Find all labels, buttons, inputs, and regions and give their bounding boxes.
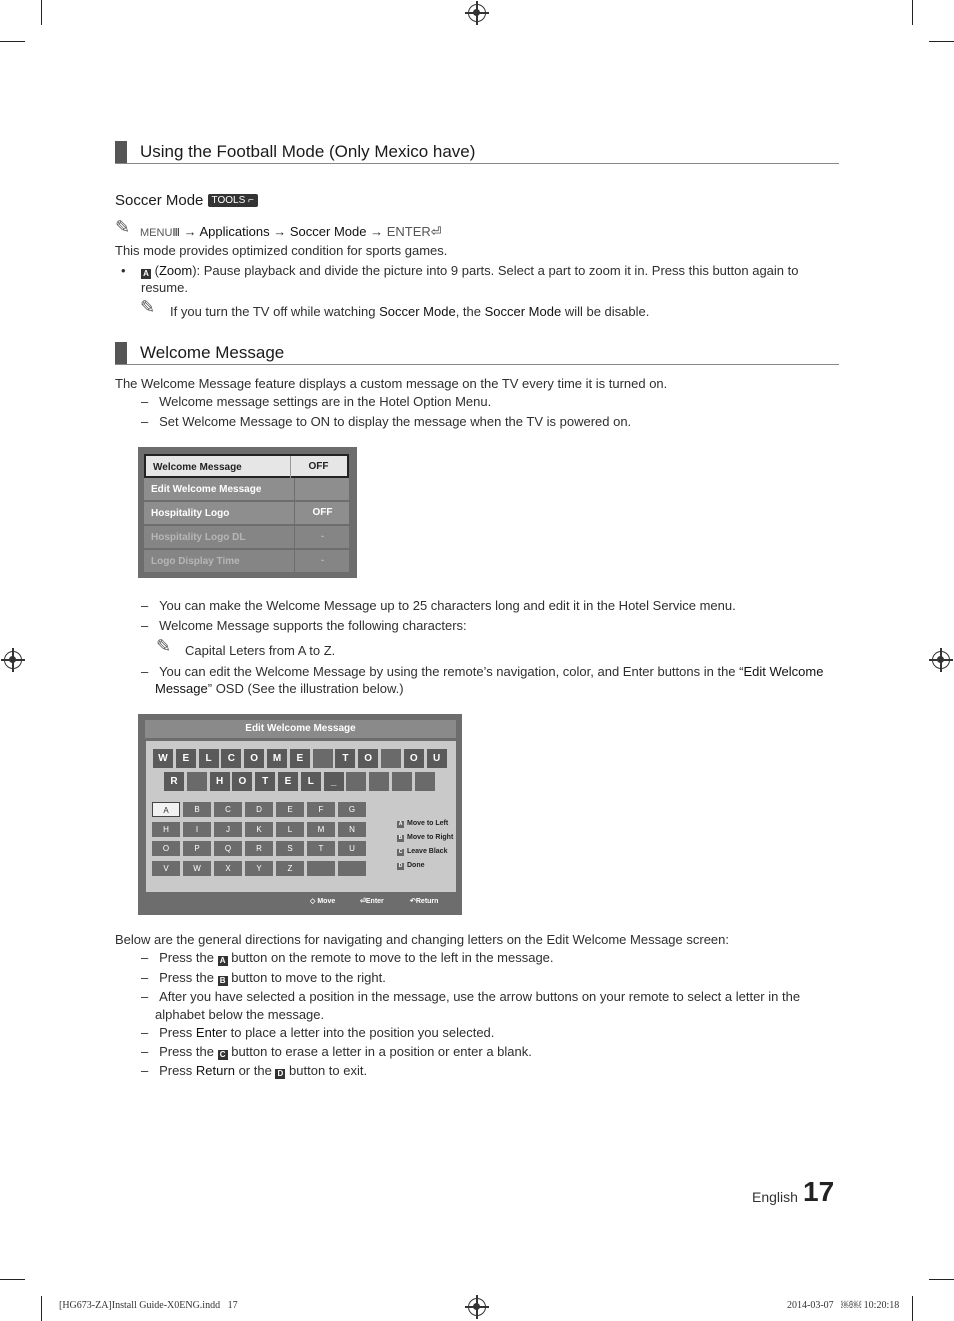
letter-key[interactable]: W (183, 861, 211, 876)
hotel-option-menu (138, 447, 357, 578)
menu-icon: Ⅲ (172, 227, 180, 239)
key-a-icon: A (141, 269, 151, 279)
message-cell[interactable] (313, 749, 333, 768)
return-label: Return (415, 898, 439, 905)
legend-item (397, 834, 453, 842)
dash-item: – Welcome Message supports the following characters: (141, 618, 467, 633)
letter-key[interactable]: R (245, 841, 273, 856)
dash-text: Welcome Message supports the following characters: (159, 618, 467, 633)
message-cell[interactable] (415, 772, 435, 791)
heading-text: Soccer Mode (115, 192, 204, 209)
print-stamp: 2014-03-07 ￼￼ 10:20:18 (787, 1300, 900, 1311)
letter-key[interactable]: Y (245, 861, 273, 876)
step-text: Press (159, 1063, 196, 1078)
message-cell[interactable]: E (290, 749, 310, 768)
message-cell[interactable]: O (232, 772, 252, 791)
enter-label: ENTER (386, 224, 431, 239)
arrow: → (183, 224, 197, 239)
osd-title: Edit Welcome Message (145, 720, 456, 738)
step-item: – Press Enter to place a letter into the position you selected. (141, 1025, 495, 1040)
legend-key-icon: B (398, 835, 403, 841)
legend-label: Leave Black (407, 848, 448, 855)
dash-cont (155, 680, 404, 697)
message-cell[interactable]: U (427, 749, 447, 768)
return-hint (410, 897, 438, 905)
legend-label: Move to Left (407, 820, 449, 827)
tools-badge: TOOLS ⌐ (208, 194, 258, 207)
row-label: Hospitality Logo DL (151, 532, 246, 543)
row-value (294, 478, 350, 500)
letter-key[interactable]: Q (214, 841, 242, 856)
letter-key[interactable]: K (245, 822, 273, 837)
key-d-icon: D (275, 1069, 285, 1079)
arrow: → (273, 224, 287, 239)
dash-item: – Set Welcome Message to ON to display the message when the TV is powered on. (141, 414, 632, 429)
letter-key[interactable]: U (338, 841, 366, 856)
message-cell[interactable]: H (210, 772, 230, 791)
message-cell[interactable]: E (176, 749, 196, 768)
letter-key[interactable]: P (183, 841, 211, 856)
step-text: button on the remote to move to the left in the message. (227, 950, 554, 965)
letter-key[interactable]: T (307, 841, 335, 856)
crop-mark (41, 1296, 42, 1321)
message-cell[interactable]: T (335, 749, 355, 768)
letter-key[interactable]: L (276, 822, 304, 837)
menu-row-hospitality-logo-dl (144, 526, 349, 550)
crop-mark (929, 41, 954, 42)
enter-label: Enter (365, 898, 384, 905)
message-cell[interactable]: L (199, 749, 219, 768)
soccer-note (170, 303, 649, 320)
zoom-text-cont: resume. (141, 280, 188, 295)
letter-key[interactable]: O (152, 841, 180, 856)
step-item: – Press Return or the D button to exit. (141, 1063, 368, 1078)
letter-key[interactable]: C (214, 802, 242, 817)
dash-item: – You can edit the Welcome Message by using the remote’s navigation, color, and Enter buttons in the “Edit Welcome (141, 664, 824, 679)
section-header-welcome (115, 342, 839, 365)
legend-label: Done (407, 862, 425, 869)
section-bar (115, 141, 127, 163)
letter-key[interactable]: V (152, 861, 180, 876)
registration-mark-icon (932, 651, 950, 669)
directions-intro: Below are the general directions for navigating and changing letters on the Edit Welcome Message screen: (115, 932, 730, 947)
dash-bold: Message (155, 681, 208, 696)
letter-key[interactable]: J (214, 822, 242, 837)
note-bold: Soccer Mode (484, 304, 562, 319)
legend-key-icon: C (398, 849, 403, 855)
enter-hint (360, 897, 384, 905)
section-header-football (115, 141, 839, 164)
note-bold: Soccer Mode (379, 304, 456, 319)
dash-text: You can edit the Welcome Message by using the remote’s navigation, color, and Enter buttons in the “ (159, 664, 744, 679)
letter-key[interactable]: D (245, 802, 273, 817)
message-cell[interactable] (346, 772, 366, 791)
step-item: – After you have selected a position in the message, use the arrow buttons on your remote to select a letter in the (141, 989, 801, 1004)
message-cell[interactable]: O (404, 749, 424, 768)
letter-key[interactable] (307, 861, 335, 876)
language-label: English (752, 1189, 798, 1205)
letter-key[interactable] (338, 861, 366, 876)
step-text: to place a letter into the position you selected. (227, 1025, 495, 1040)
move-hint (310, 897, 335, 905)
soccer-description: This mode provides optimized condition for sports games. (115, 243, 448, 258)
message-cell[interactable] (187, 772, 207, 791)
message-cell[interactable]: W (153, 749, 173, 768)
arrow: → (370, 224, 384, 239)
section-title: Welcome Message (140, 343, 285, 362)
message-cell[interactable]: R (164, 772, 184, 791)
step-text: or the (234, 1063, 276, 1078)
menu-row-welcome-message[interactable] (144, 454, 349, 478)
key-a-icon: A (218, 956, 228, 966)
row-label: Edit Welcome Message (151, 484, 262, 495)
move-icon: ◇ (310, 898, 316, 905)
section-bar (115, 342, 127, 364)
dash-bold: Edit Welcome (743, 664, 824, 679)
zoom-text: ): Pause playback and divide the picture into 9 parts. Select a part to zoom it in. Press this button again to (192, 263, 799, 278)
letter-key[interactable]: F (307, 802, 335, 817)
registration-mark-icon (468, 4, 486, 22)
menu-row-edit-welcome[interactable] (144, 478, 349, 502)
note-pencil-icon: ✎ (156, 636, 172, 656)
dash-item: – Welcome message settings are in the Hotel Option Menu. (141, 394, 492, 409)
message-cell[interactable]: O (244, 749, 264, 768)
section-title: Using the Football Mode (Only Mexico have) (140, 142, 476, 161)
legend-item (397, 862, 425, 870)
file-name: [HG673-ZA]Install Guide-X0ENG.indd 17 (59, 1300, 238, 1311)
edit-welcome-osd (138, 714, 462, 915)
letter-key[interactable]: N (338, 822, 366, 837)
row-label: Hospitality Logo (151, 508, 230, 519)
dash-text: ” OSD (See the illustration below.) (207, 681, 404, 696)
row-value: OFF (290, 456, 346, 478)
tools-label: TOOLS (211, 195, 246, 206)
letter-key[interactable]: E (276, 802, 304, 817)
step-text: button to exit. (285, 1063, 368, 1078)
row-value: - (294, 550, 350, 572)
letter-key[interactable]: Z (276, 861, 304, 876)
message-cell[interactable] (392, 772, 412, 791)
return-icon: ↶ (410, 898, 416, 905)
step-bold: Return (195, 1063, 235, 1078)
message-cell[interactable]: C (221, 749, 241, 768)
move-label: Move (317, 898, 336, 905)
enter-icon: ⏎ (360, 898, 366, 905)
message-cell[interactable]: O (358, 749, 378, 768)
step-item: – Press the C button to erase a letter in a position or enter a blank. (141, 1044, 532, 1059)
crop-mark (912, 1296, 913, 1321)
note-text: , the (455, 304, 485, 319)
message-cell[interactable] (381, 749, 401, 768)
enter-icon: ⏎ (430, 224, 442, 239)
step-text: Press the (159, 1044, 218, 1059)
message-cell[interactable]: M (267, 749, 287, 768)
letter-key[interactable]: H (152, 822, 180, 837)
note-text: will be disable. (561, 304, 650, 319)
crop-mark (912, 0, 913, 25)
step-text: Press the (159, 950, 218, 965)
menu-label: MENU (140, 227, 173, 239)
welcome-intro: The Welcome Message feature displays a custom message on the TV every time it is turned on. (115, 376, 668, 391)
message-cell[interactable]: L (301, 772, 321, 791)
crop-mark (929, 1279, 954, 1280)
step-cont: alphabet below the message. (155, 1007, 325, 1022)
page-number: 17 (803, 1176, 835, 1207)
step-text: Press (159, 1025, 196, 1040)
legend-key-icon: D (398, 863, 403, 869)
step-text: After you have selected a position in the message, use the arrow buttons on your remote to select a letter in the (159, 989, 801, 1004)
osd-panel (146, 741, 456, 892)
crop-mark (0, 1279, 25, 1280)
legend-item (397, 820, 448, 828)
dash-text: Welcome message settings are in the Hotel Option Menu. (159, 394, 492, 409)
letter-key[interactable]: X (214, 861, 242, 876)
menu-row-hospitality-logo[interactable] (144, 502, 349, 526)
message-cell[interactable]: E (278, 772, 298, 791)
legend-item (397, 848, 447, 856)
applications-label: Applications (199, 224, 270, 239)
message-cell[interactable] (369, 772, 389, 791)
step-text: button to erase a letter in a position or enter a blank. (227, 1044, 532, 1059)
zoom-label: Zoom (158, 263, 193, 278)
zoom-bullet: A (Zoom): Pause playback and divide the picture into 9 parts. Select a part to zoom it in. Press this button again to (141, 262, 798, 279)
legend-label: Move to Right (407, 834, 454, 841)
caps-note: Capital Leters from A to Z. (185, 643, 336, 658)
key-b-icon: B (218, 976, 228, 986)
row-label: Welcome Message (153, 462, 242, 473)
letter-key[interactable]: S (276, 841, 304, 856)
legend-key-icon: A (398, 821, 403, 827)
step-item: – Press the A button on the remote to move to the left in the message. (141, 950, 554, 965)
message-cell[interactable]: T (255, 772, 275, 791)
soccer-label: Soccer Mode (289, 224, 367, 239)
menu-path (140, 223, 442, 242)
letter-key[interactable]: A (152, 802, 180, 817)
message-cell[interactable]: _ (324, 772, 344, 791)
step-item: – Press the B button to move to the right. (141, 970, 386, 985)
dash-text: You can make the Welcome Message up to 25 characters long and edit it in the Hotel Service menu. (159, 598, 736, 613)
note-text: If you turn the TV off while watching (170, 304, 380, 319)
bullet-dot: • (121, 263, 126, 278)
key-c-icon: C (218, 1050, 228, 1060)
letter-key[interactable]: M (307, 822, 335, 837)
crop-mark (41, 0, 42, 25)
row-value: - (294, 526, 350, 548)
crop-mark (0, 41, 25, 42)
menu-row-logo-display-time (144, 550, 349, 574)
letter-key[interactable]: G (338, 802, 366, 817)
row-label: Logo Display Time (151, 556, 240, 567)
step-bold: Enter (195, 1025, 227, 1040)
letter-key[interactable]: I (183, 822, 211, 837)
registration-mark-icon (4, 651, 22, 669)
row-value: OFF (294, 502, 350, 524)
step-text: button to move to the right. (227, 970, 386, 985)
dash-text: Set Welcome Message to ON to display the message when the TV is powered on. (159, 414, 632, 429)
step-text: Press the (159, 970, 218, 985)
letter-key[interactable]: B (183, 802, 211, 817)
note-pencil-icon: ✎ (140, 297, 156, 317)
dash-item: – You can make the Welcome Message up to 25 characters long and edit it in the Hotel Service menu. (141, 598, 736, 613)
registration-mark-icon (468, 1298, 486, 1316)
note-pencil-icon: ✎ (115, 217, 131, 237)
soccer-mode-heading (115, 192, 258, 209)
